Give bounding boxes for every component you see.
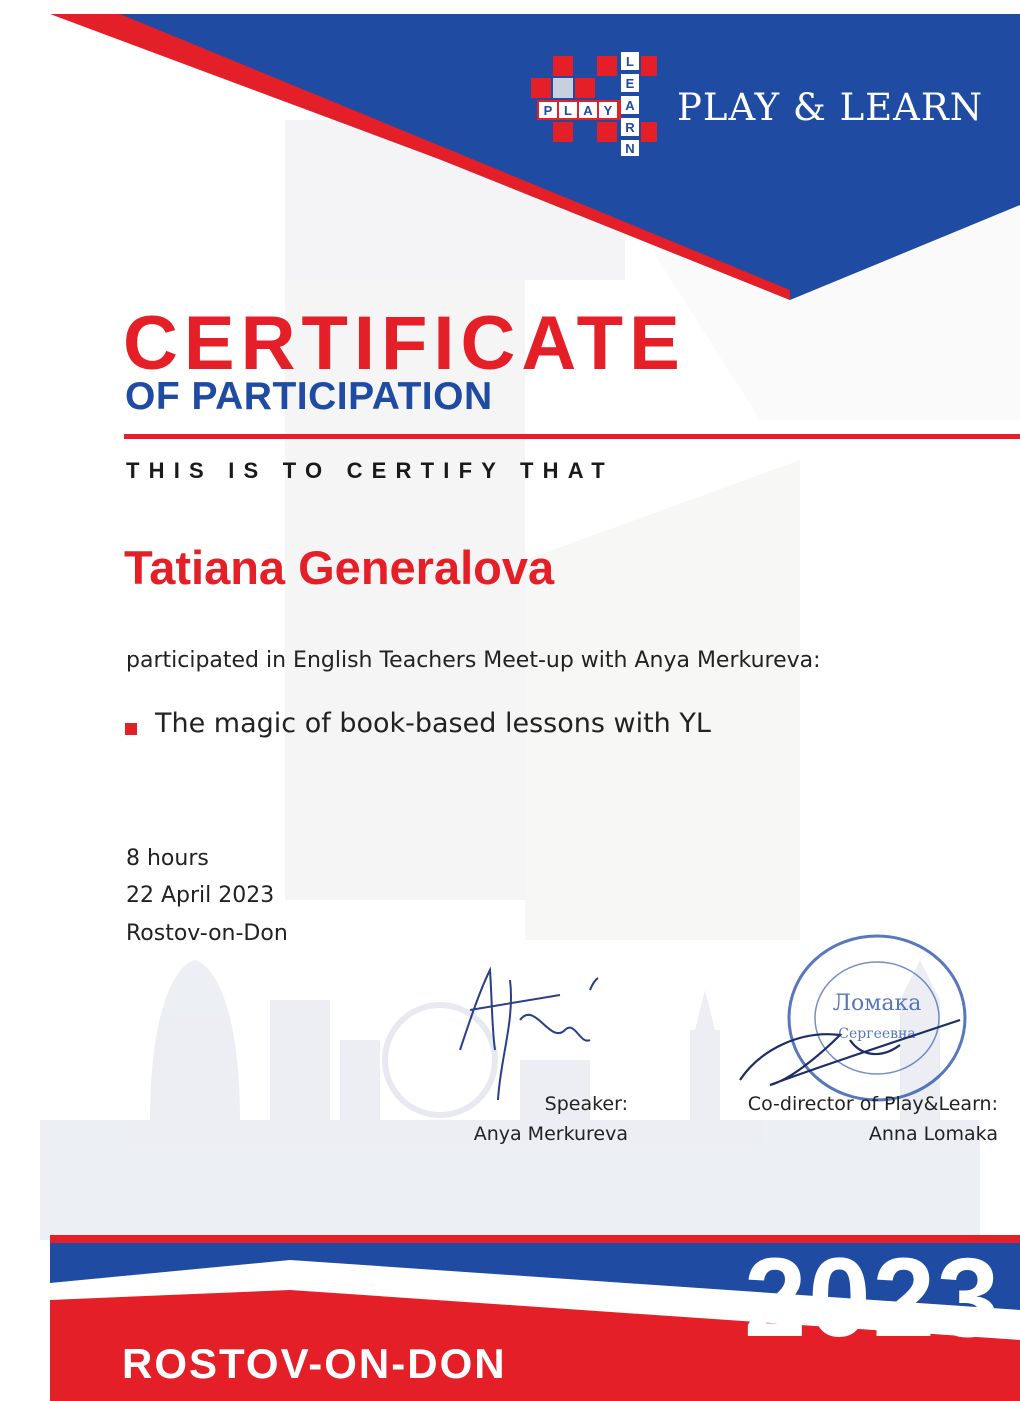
footer-city: ROSTOV-ON-DON <box>122 1340 507 1387</box>
svg-text:L: L <box>564 103 572 118</box>
svg-text:E: E <box>625 76 635 91</box>
svg-text:R: R <box>625 120 635 135</box>
play-learn-logo <box>527 50 661 160</box>
topic-item: The magic of book-based lessons with YL <box>155 708 711 739</box>
svg-text:Y: Y <box>603 103 613 118</box>
certificate-subtitle: OF PARTICIPATION <box>125 375 493 418</box>
duration: 8 hours <box>126 846 209 871</box>
footer-year: 2023 <box>744 1235 1002 1360</box>
speaker-role: Speaker: <box>544 1093 628 1115</box>
certificate-title: CERTIFICATE <box>123 301 686 386</box>
svg-text:L: L <box>626 54 634 69</box>
director-signature <box>730 1010 970 1100</box>
participation-description: participated in English Teachers Meet-up with Anya Merkureva: <box>126 648 821 673</box>
recipient-name: Tatiana Generalova <box>124 541 555 594</box>
speaker-signature <box>440 950 630 1110</box>
bullet-square-icon <box>125 723 137 735</box>
svg-text:N: N <box>625 141 635 156</box>
svg-text:A: A <box>583 103 593 118</box>
svg-text:A: A <box>625 98 635 113</box>
stamp-center-2: Сергеевна <box>838 1026 916 1042</box>
stamp-center-1: Ломака <box>832 991 922 1016</box>
director-role: Co-director of Play&Learn: <box>747 1093 998 1115</box>
director-name: Anna Lomaka <box>868 1123 998 1145</box>
certify-line: THIS IS TO CERTIFY THAT <box>126 458 614 483</box>
svg-text:P: P <box>543 103 553 118</box>
event-date: 22 April 2023 <box>126 883 275 908</box>
event-location: Rostov-on-Don <box>126 921 288 946</box>
speaker-name: Anya Merkureva <box>473 1123 628 1145</box>
brand-name: PLAY & LEARN <box>677 86 984 129</box>
